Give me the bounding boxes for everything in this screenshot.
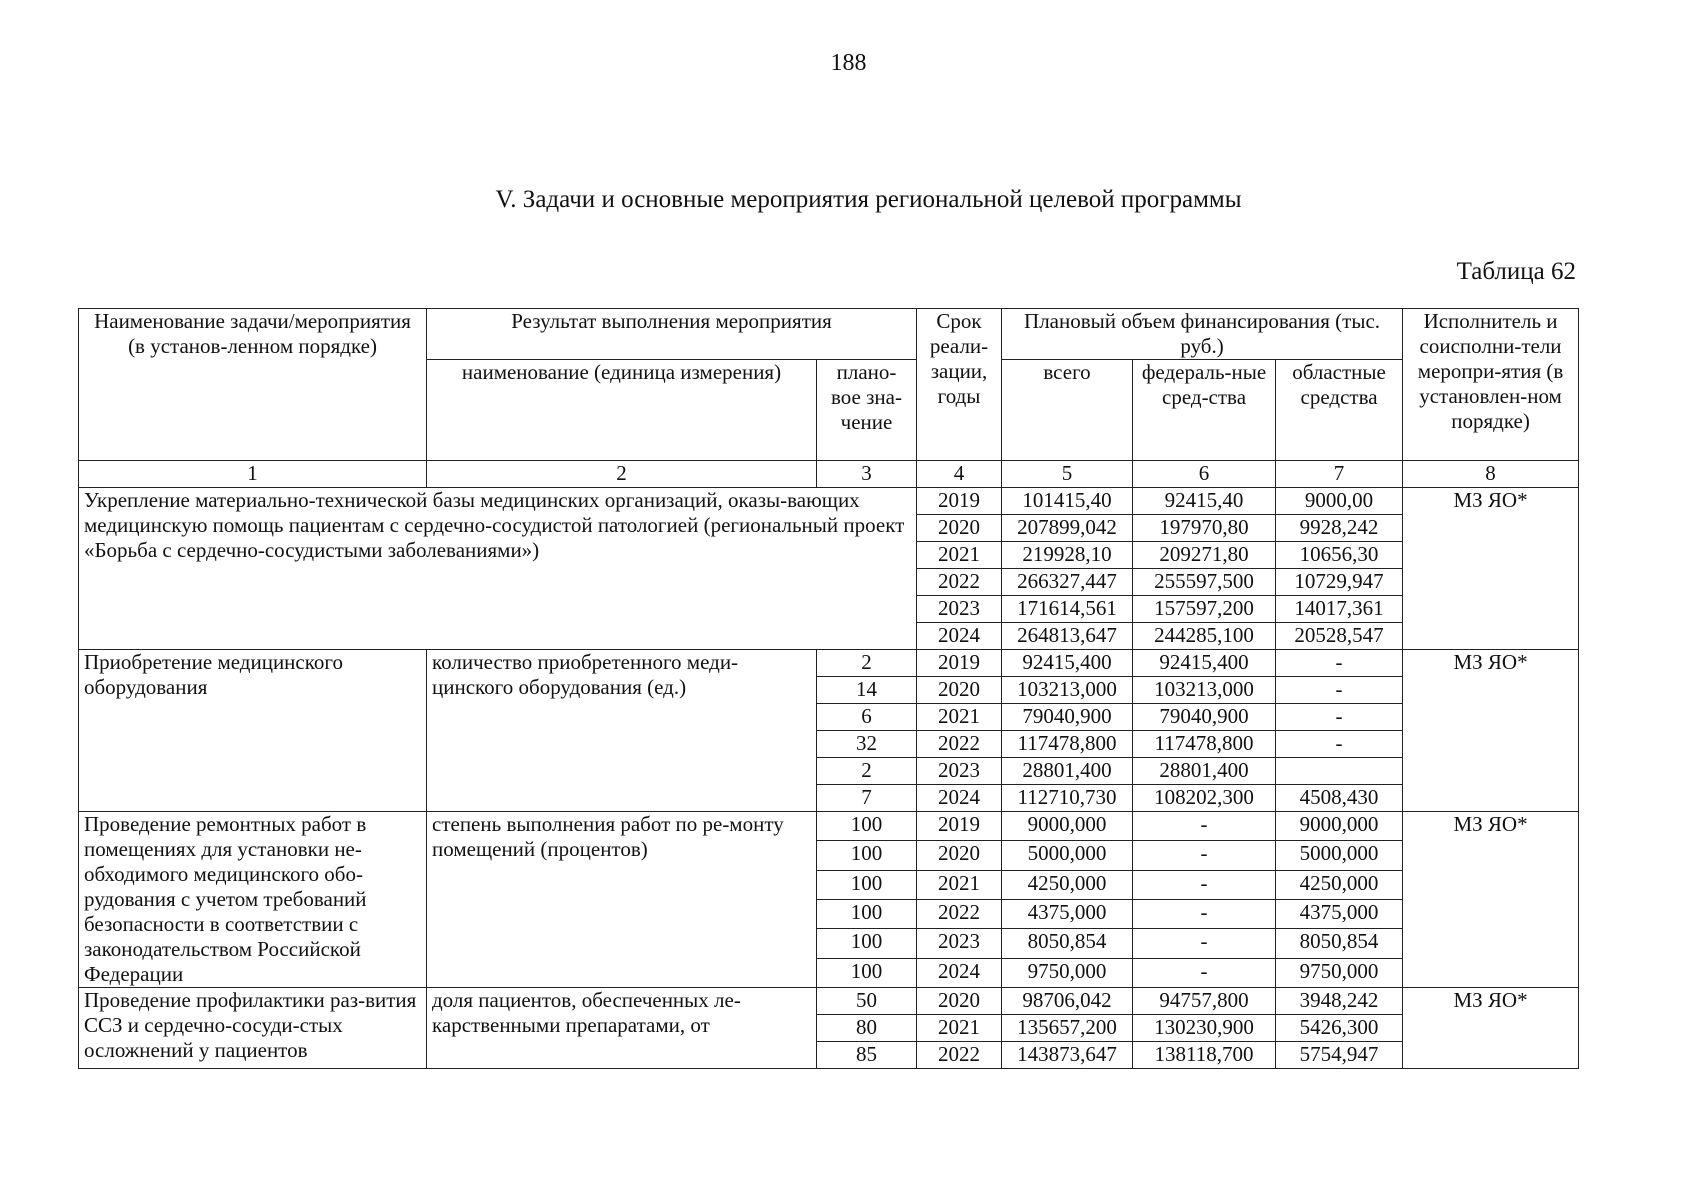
funding-federal-cell: 94757,800 (1133, 988, 1276, 1015)
year-cell: 2022 (917, 1042, 1002, 1069)
year-cell: 2021 (917, 1015, 1002, 1042)
funding-regional-cell: 9750,000 (1276, 958, 1403, 987)
funding-regional-cell: 9928,242 (1276, 515, 1403, 542)
header-task-name: Наименование задачи/мероприятия (в установ-ленном порядке) (79, 309, 427, 461)
funding-federal-cell: 92415,400 (1133, 650, 1276, 677)
funding-federal-cell: 157597,200 (1133, 596, 1276, 623)
funding-regional-cell: 9000,00 (1276, 488, 1403, 515)
header-funding-regional: областные средства (1276, 360, 1403, 461)
plan-value-cell: 100 (817, 812, 917, 841)
funding-federal-cell: - (1133, 958, 1276, 987)
plan-value-cell: 100 (817, 870, 917, 899)
funding-total-cell: 92415,400 (1002, 650, 1133, 677)
funding-federal-cell: 138118,700 (1133, 1042, 1276, 1069)
year-cell: 2020 (917, 515, 1002, 542)
task-name-cell: Укрепление материально-технической базы медицинских организаций, оказы-вающих медицинскую помощь пациентам с сердечно-сосудистой патологией (региональный проект «Борьба с сердечно-сосудистыми заболеваниями») (79, 488, 917, 650)
funding-total-cell: 4250,000 (1002, 870, 1133, 899)
funding-total-cell: 264813,647 (1002, 623, 1133, 650)
year-cell: 2023 (917, 929, 1002, 958)
result-name-cell: количество приобретенного меди-цинского оборудования (ед.) (427, 650, 817, 812)
header-funding-total: всего (1002, 360, 1133, 461)
plan-value-cell: 85 (817, 1042, 917, 1069)
task-name-cell: Проведение профилактики раз-вития ССЗ и сердечно-сосуди-стых осложнений у пациентов (79, 988, 427, 1069)
plan-value-cell: 32 (817, 731, 917, 758)
result-name-cell: степень выполнения работ по ре-монту помещений (процентов) (427, 812, 817, 988)
table-row (79, 812, 1579, 841)
header-period: Срок реали-зации, годы (917, 309, 1002, 461)
funding-total-cell: 8050,854 (1002, 929, 1133, 958)
year-cell: 2019 (917, 812, 1002, 841)
funding-total-cell: 266327,447 (1002, 569, 1133, 596)
plan-value-cell: 2 (817, 650, 917, 677)
funding-total-cell: 9750,000 (1002, 958, 1133, 987)
funding-total-cell: 98706,042 (1002, 988, 1133, 1015)
funding-federal-cell: 197970,80 (1133, 515, 1276, 542)
funding-federal-cell: - (1133, 929, 1276, 958)
funding-regional-cell: 8050,854 (1276, 929, 1403, 958)
funding-regional-cell: 4375,000 (1276, 899, 1403, 928)
funding-regional-cell: - (1276, 677, 1403, 704)
funding-total-cell: 9000,000 (1002, 812, 1133, 841)
header-executor: Исполнитель и соисполни-тели меропри-ятия (в установлен-ном порядке) (1403, 309, 1579, 461)
year-cell: 2020 (917, 988, 1002, 1015)
column-number: 7 (1276, 461, 1403, 488)
funding-total-cell: 103213,000 (1002, 677, 1133, 704)
year-cell: 2022 (917, 899, 1002, 928)
plan-value-cell: 100 (817, 899, 917, 928)
funding-federal-cell: 244285,100 (1133, 623, 1276, 650)
year-cell: 2024 (917, 958, 1002, 987)
funding-federal-cell: 79040,900 (1133, 704, 1276, 731)
funding-total-cell: 117478,800 (1002, 731, 1133, 758)
year-cell: 2021 (917, 870, 1002, 899)
column-number: 4 (917, 461, 1002, 488)
table-row (79, 988, 1579, 1015)
funding-regional-cell: 10656,30 (1276, 542, 1403, 569)
executor-cell: МЗ ЯО* (1403, 812, 1579, 988)
funding-regional-cell: 20528,547 (1276, 623, 1403, 650)
header-result-plan: плано-вое зна-чение (817, 360, 917, 461)
funding-regional-cell: - (1276, 731, 1403, 758)
executor-cell: МЗ ЯО* (1403, 988, 1579, 1069)
funding-total-cell: 4375,000 (1002, 899, 1133, 928)
section-title: V. Задачи и основные мероприятия региональной целевой программы (495, 186, 1242, 213)
funding-regional-cell: 4508,430 (1276, 785, 1403, 812)
page-number: 188 (830, 50, 867, 76)
plan-value-cell: 6 (817, 704, 917, 731)
header-funding-federal: федераль-ные сред-ства (1133, 360, 1276, 461)
year-cell: 2022 (917, 731, 1002, 758)
year-cell: 2023 (917, 596, 1002, 623)
year-cell: 2021 (917, 542, 1002, 569)
funding-total-cell: 101415,40 (1002, 488, 1133, 515)
year-cell: 2019 (917, 488, 1002, 515)
funding-regional-cell: 14017,361 (1276, 596, 1403, 623)
funding-total-cell: 112710,730 (1002, 785, 1133, 812)
funding-federal-cell: 92415,40 (1133, 488, 1276, 515)
result-name-cell: доля пациентов, обеспеченных ле-карственными препаратами, от (427, 988, 817, 1069)
plan-value-cell: 2 (817, 758, 917, 785)
year-cell: 2022 (917, 569, 1002, 596)
funding-total-cell: 5000,000 (1002, 841, 1133, 870)
table-row (79, 650, 1579, 677)
funding-total-cell: 143873,647 (1002, 1042, 1133, 1069)
funding-federal-cell: 209271,80 (1133, 542, 1276, 569)
header-result-group: Результат выполнения мероприятия (427, 309, 917, 360)
table-body (79, 488, 1579, 1069)
funding-total-cell: 135657,200 (1002, 1015, 1133, 1042)
funding-federal-cell: - (1133, 812, 1276, 841)
task-name-cell: Проведение ремонтных работ в помещениях для установки не-обходимого медицинского обо-рудования с учетом требований безопасности в соответствии с законодательством Российской Федерации (79, 812, 427, 988)
plan-value-cell: 100 (817, 841, 917, 870)
plan-value-cell: 50 (817, 988, 917, 1015)
year-cell: 2023 (917, 758, 1002, 785)
funding-regional-cell: 3948,242 (1276, 988, 1403, 1015)
task-name-cell: Приобретение медицинского оборудования (79, 650, 427, 812)
funding-regional-cell: 10729,947 (1276, 569, 1403, 596)
funding-regional-cell: - (1276, 704, 1403, 731)
plan-value-cell: 80 (817, 1015, 917, 1042)
funding-regional-cell: - (1276, 650, 1403, 677)
funding-federal-cell: 108202,300 (1133, 785, 1276, 812)
funding-total-cell: 79040,900 (1002, 704, 1133, 731)
funding-federal-cell: 130230,900 (1133, 1015, 1276, 1042)
table-row (79, 488, 1579, 515)
year-cell: 2024 (917, 623, 1002, 650)
funding-federal-cell: 28801,400 (1133, 758, 1276, 785)
funding-federal-cell: 117478,800 (1133, 731, 1276, 758)
year-cell: 2021 (917, 704, 1002, 731)
column-number: 6 (1133, 461, 1276, 488)
column-number: 2 (427, 461, 817, 488)
funding-total-cell: 28801,400 (1002, 758, 1133, 785)
header-result-name: наименование (единица измерения) (427, 360, 817, 461)
program-table (78, 308, 1579, 1069)
funding-federal-cell: - (1133, 841, 1276, 870)
plan-value-cell: 14 (817, 677, 917, 704)
funding-federal-cell: - (1133, 870, 1276, 899)
funding-regional-cell (1276, 758, 1403, 785)
executor-cell: МЗ ЯО* (1403, 650, 1579, 812)
year-cell: 2024 (917, 785, 1002, 812)
funding-federal-cell: 255597,500 (1133, 569, 1276, 596)
year-cell: 2019 (917, 650, 1002, 677)
funding-regional-cell: 5000,000 (1276, 841, 1403, 870)
header-funding-group: Плановый объем финансирования (тыс. руб.) (1002, 309, 1403, 360)
funding-total-cell: 207899,042 (1002, 515, 1133, 542)
plan-value-cell: 100 (817, 958, 917, 987)
funding-total-cell: 219928,10 (1002, 542, 1133, 569)
column-numbers-row (79, 461, 1579, 488)
year-cell: 2020 (917, 677, 1002, 704)
funding-total-cell: 171614,561 (1002, 596, 1133, 623)
column-number: 1 (79, 461, 427, 488)
column-number: 3 (817, 461, 917, 488)
funding-federal-cell: 103213,000 (1133, 677, 1276, 704)
funding-regional-cell: 5754,947 (1276, 1042, 1403, 1069)
column-number: 8 (1403, 461, 1579, 488)
funding-regional-cell: 5426,300 (1276, 1015, 1403, 1042)
column-number: 5 (1002, 461, 1133, 488)
plan-value-cell: 100 (817, 929, 917, 958)
funding-regional-cell: 4250,000 (1276, 870, 1403, 899)
funding-regional-cell: 9000,000 (1276, 812, 1403, 841)
funding-federal-cell: - (1133, 899, 1276, 928)
year-cell: 2020 (917, 841, 1002, 870)
executor-cell: МЗ ЯО* (1403, 488, 1579, 650)
table-label: Таблица 62 (1456, 258, 1576, 285)
plan-value-cell: 7 (817, 785, 917, 812)
